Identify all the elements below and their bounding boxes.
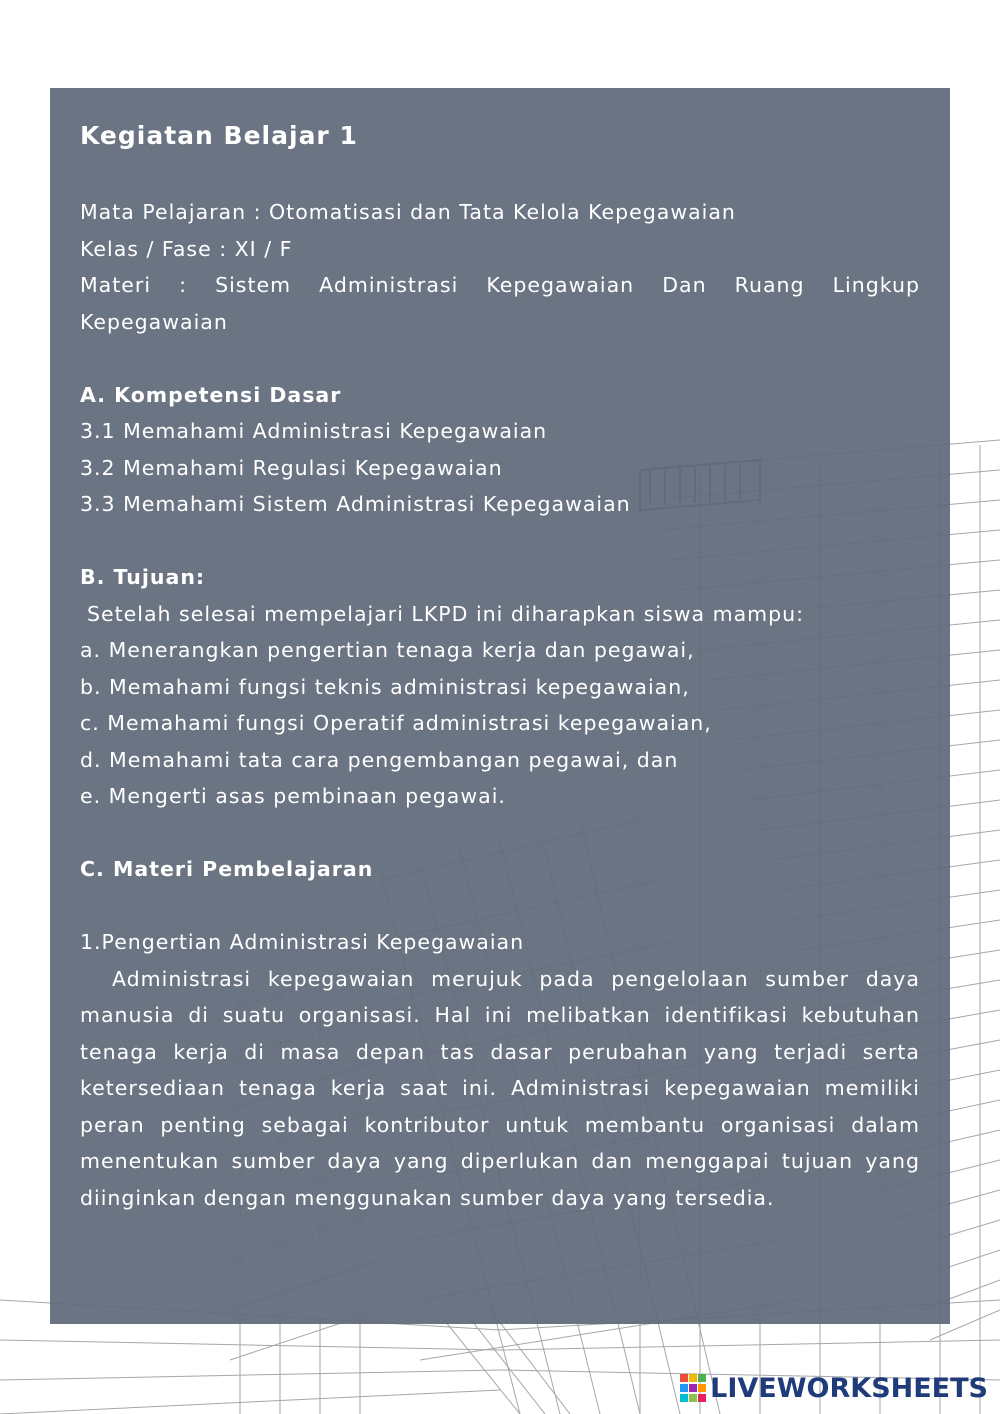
objective-item: b. Memahami fungsi teknis administrasi kepegawaian, <box>80 674 690 699</box>
material-line <box>80 267 920 304</box>
section-b-heading: B. Tujuan: <box>80 565 206 589</box>
objective-item: d. Memahami tata cara pengembangan pegawai, dan <box>80 747 679 772</box>
section-c-subheading: 1.Pengertian Administrasi Kepegawaian <box>80 930 525 954</box>
objective-intro: Setelah selesai mempelajari LKPD ini diharapkan siswa mampu: <box>87 601 805 626</box>
page-title: Kegiatan Belajar 1 <box>80 121 358 150</box>
liveworksheets-logo[interactable] <box>680 1370 988 1406</box>
section-a-heading: A. Kompetensi Dasar <box>80 382 342 407</box>
section-c-heading: C. Materi Pembelajaran <box>80 857 374 881</box>
competency-item: 3.3 Memahami Sistem Administrasi Kepegawaian <box>80 492 631 516</box>
liveworksheets-grid-icon <box>680 1374 706 1402</box>
material-line-text: Materi : Sistem Administrasi Kepegawaian Dan Ruang Lingkup <box>80 273 920 297</box>
subject-line: Mata Pelajaran : Otomatisasi dan Tata Kelola Kepegawaian <box>80 200 736 224</box>
objective-item: c. Memahami fungsi Operatif administrasi kepegawaian, <box>80 711 712 735</box>
competency-item: 3.2 Memahami Regulasi Kepegawaian <box>80 455 503 480</box>
objective-item: e. Mengerti asas pembinaan pegawai. <box>80 784 506 808</box>
class-line: Kelas / Fase : XI / F <box>80 236 293 261</box>
content-panel <box>50 88 950 1324</box>
competency-item: 3.1 Memahami Administrasi Kepegawaian <box>80 419 548 443</box>
section-c-paragraph: Administrasi kepegawaian merujuk pada pengelolaan sumber daya manusia di suatu organisasi. Hal ini melibatkan identifikasi kebutuhan tenaga kerja di masa depan tas dasar perubahan yang terjadi serta ketersediaan tenaga kerja saat ini. Administrasi kepegawaian memiliki peran penting sebagai kontributor untuk membantu organisasi dalam menentukan sumber daya yang diperlukan dan menggapai tujuan yang diinginkan dengan menggunakan sumber daya yang tersedia. <box>80 966 920 1210</box>
logo-text: LIVEWORKSHEETS <box>710 1372 988 1404</box>
objective-item: a. Menerangkan pengertian tenaga kerja dan pegawai, <box>80 638 695 662</box>
material-line-continued: Kepegawaian <box>80 309 228 334</box>
